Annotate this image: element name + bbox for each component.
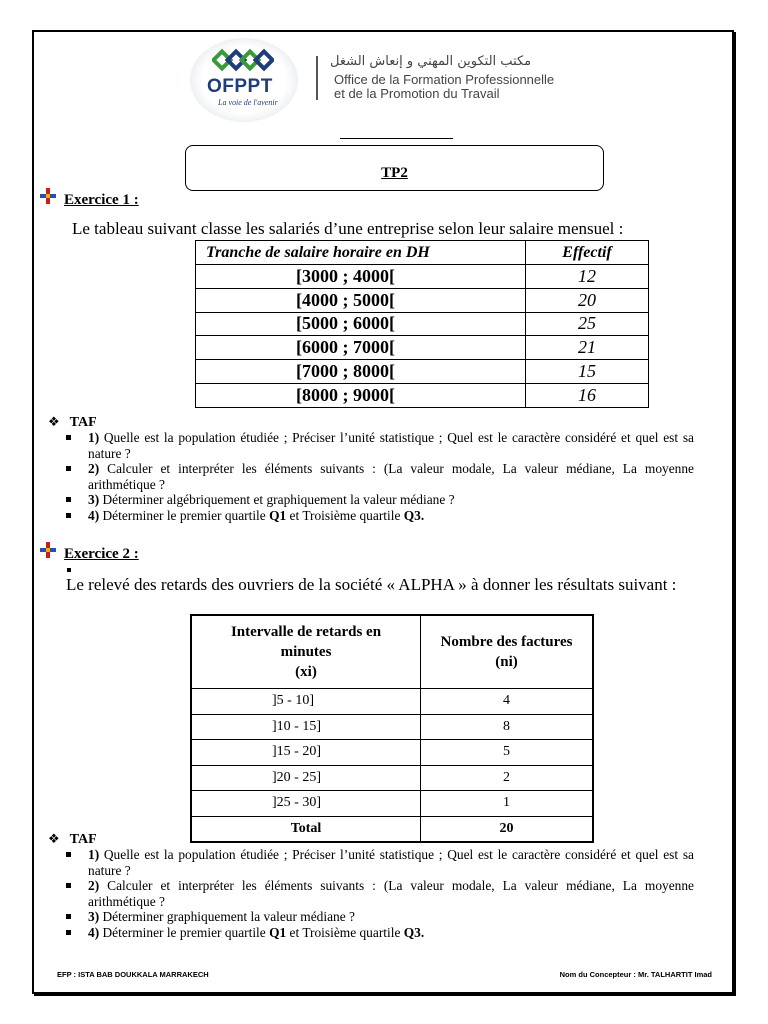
header-line: (xi) [295,664,317,680]
table-header-row [196,241,649,265]
list-item [62,430,694,461]
question-number: 4) [88,507,100,523]
exercise1-heading: Exercice 1 : [64,192,139,208]
question-text: Calculer et interpréter les éléments suivants : (La valeur modale, La valeur médiane, La moyenne arithmétique ? [88,461,694,492]
table-row [191,791,593,817]
org-name-arabic: مكتب التكوين المهني و إنعاش الشغل [330,54,532,69]
table-row [196,312,649,336]
list-item [62,508,694,524]
header-divider [316,56,318,100]
header-line: minutes [280,644,332,660]
range-cell: [6000 ; 7000[ [196,336,526,360]
table-row [191,689,593,715]
page-title: TP2 [381,165,408,181]
exercise1-questions [62,430,694,523]
question-number: 4) [88,924,100,940]
range-cell: [7000 ; 8000[ [196,360,526,384]
value-cell: 5 [421,740,594,766]
value-cell: 12 [526,265,649,289]
taf2 [48,830,97,848]
exercise2-heading: Exercice 2 : [64,546,139,562]
table-row [191,740,593,766]
column-header [191,615,421,689]
question-number: 1) [88,847,100,862]
header-line: Nombre des factures [440,634,573,650]
org-name-line1: Office de la Formation Professionnelle [334,72,555,87]
list-item [62,925,694,941]
interval-cell: ]20 - 25] [191,765,421,791]
range-cell: [3000 ; 4000[ [196,265,526,289]
value-cell: 21 [526,336,649,360]
q3-label: Q3. [403,507,425,523]
question-text: Déterminer algébriquement et graphiquement la valeur médiane ? [99,492,455,507]
salary-table [195,240,649,408]
value-cell: 20 [526,288,649,312]
column-header: Effectif [526,241,649,265]
q3-label: Q3. [403,924,425,940]
table-header-row [191,615,593,689]
range-cell: [4000 ; 5000[ [196,288,526,312]
value-cell: 16 [526,383,649,407]
table-row [191,714,593,740]
value-cell: 8 [421,714,594,740]
total-label: Total [191,816,421,842]
question-number: 2) [88,878,100,893]
question-number: 3) [88,909,100,924]
list-item [62,878,694,909]
table-row [196,360,649,384]
exercise2-questions [62,847,694,940]
interval-cell: ]10 - 15] [191,714,421,740]
header-line: (ni) [495,654,518,670]
table-row [196,265,649,289]
plus-bullet-icon [40,188,56,204]
value-cell: 4 [421,689,594,715]
question-number: 3) [88,492,100,507]
exercise1-intro: Le tableau suivant classe les salariés d’une entreprise selon leur salaire mensuel : [72,219,624,238]
question-text: Déterminer le premier quartile [99,924,270,940]
logo-tagline: La voie de l'avenir [218,98,278,107]
logo-chain-icon [212,46,274,74]
footer-left: EFP : ISTA BAB DOUKKALA MARRAKECH [57,970,209,979]
title-box [185,145,604,191]
value-cell: 2 [421,765,594,791]
question-number: 2) [88,461,100,476]
question-text: Quelle est la population étudiée ; Préciser l’unité statistique ; Quel est le caractère considéré et quel est sa nature ? [88,847,694,878]
list-item [62,461,694,492]
total-value: 20 [421,816,594,842]
question-text: Quelle est la population étudiée ; Préciser l’unité statistique ; Quel est le caractère considéré et quel est sa nature ? [88,430,694,461]
list-item [62,909,694,925]
taf-label: TAF [69,415,97,430]
value-cell: 25 [526,312,649,336]
table-row [191,765,593,791]
plus-bullet-icon [40,542,56,558]
question-text: Calculer et interpréter les éléments suivants : (La valeur modale, La valeur médiane, La moyenne arithmétique ? [88,878,694,909]
table-row [196,383,649,407]
question-text: et Troisième quartile [286,924,404,940]
q1-label: Q1 [269,924,287,940]
list-item [62,847,694,878]
question-text: Déterminer graphiquement la valeur médiane ? [99,909,355,924]
table-row [196,288,649,312]
footer-right: Nom du Concepteur : Mr. TALHARTIT Imad [559,970,712,979]
range-cell: [5000 ; 6000[ [196,312,526,336]
interval-cell: ]15 - 20] [191,740,421,766]
interval-cell: ]5 - 10] [191,689,421,715]
taf1 [48,413,97,431]
q1-label: Q1 [269,507,287,523]
delays-table [190,614,594,843]
range-cell: [8000 ; 9000[ [196,383,526,407]
value-cell: 1 [421,791,594,817]
diamond-bullet-icon: ❖ [48,831,60,846]
diamond-bullet-icon: ❖ [48,414,60,429]
stray-bullet [67,568,71,572]
table-row [196,336,649,360]
list-item [62,492,694,508]
total-row [191,816,593,842]
exercise2-intro: Le relevé des retards des ouvriers de la société « ALPHA » à donner les résultats suivant : [66,575,677,594]
value-cell: 15 [526,360,649,384]
header-rule [340,138,453,139]
column-header [421,615,594,689]
org-name-line2: et de la Promotion du Travail [334,86,500,101]
question-text: et Troisième quartile [286,507,404,523]
question-number: 1) [88,430,100,445]
logo-text: OFPPT [207,76,273,97]
header-line: Intervalle de retards en [230,624,382,640]
interval-cell: ]25 - 30] [191,791,421,817]
column-header: Tranche de salaire horaire en DH [196,241,526,265]
taf-label: TAF [69,832,97,847]
question-text: Déterminer le premier quartile [99,507,270,523]
